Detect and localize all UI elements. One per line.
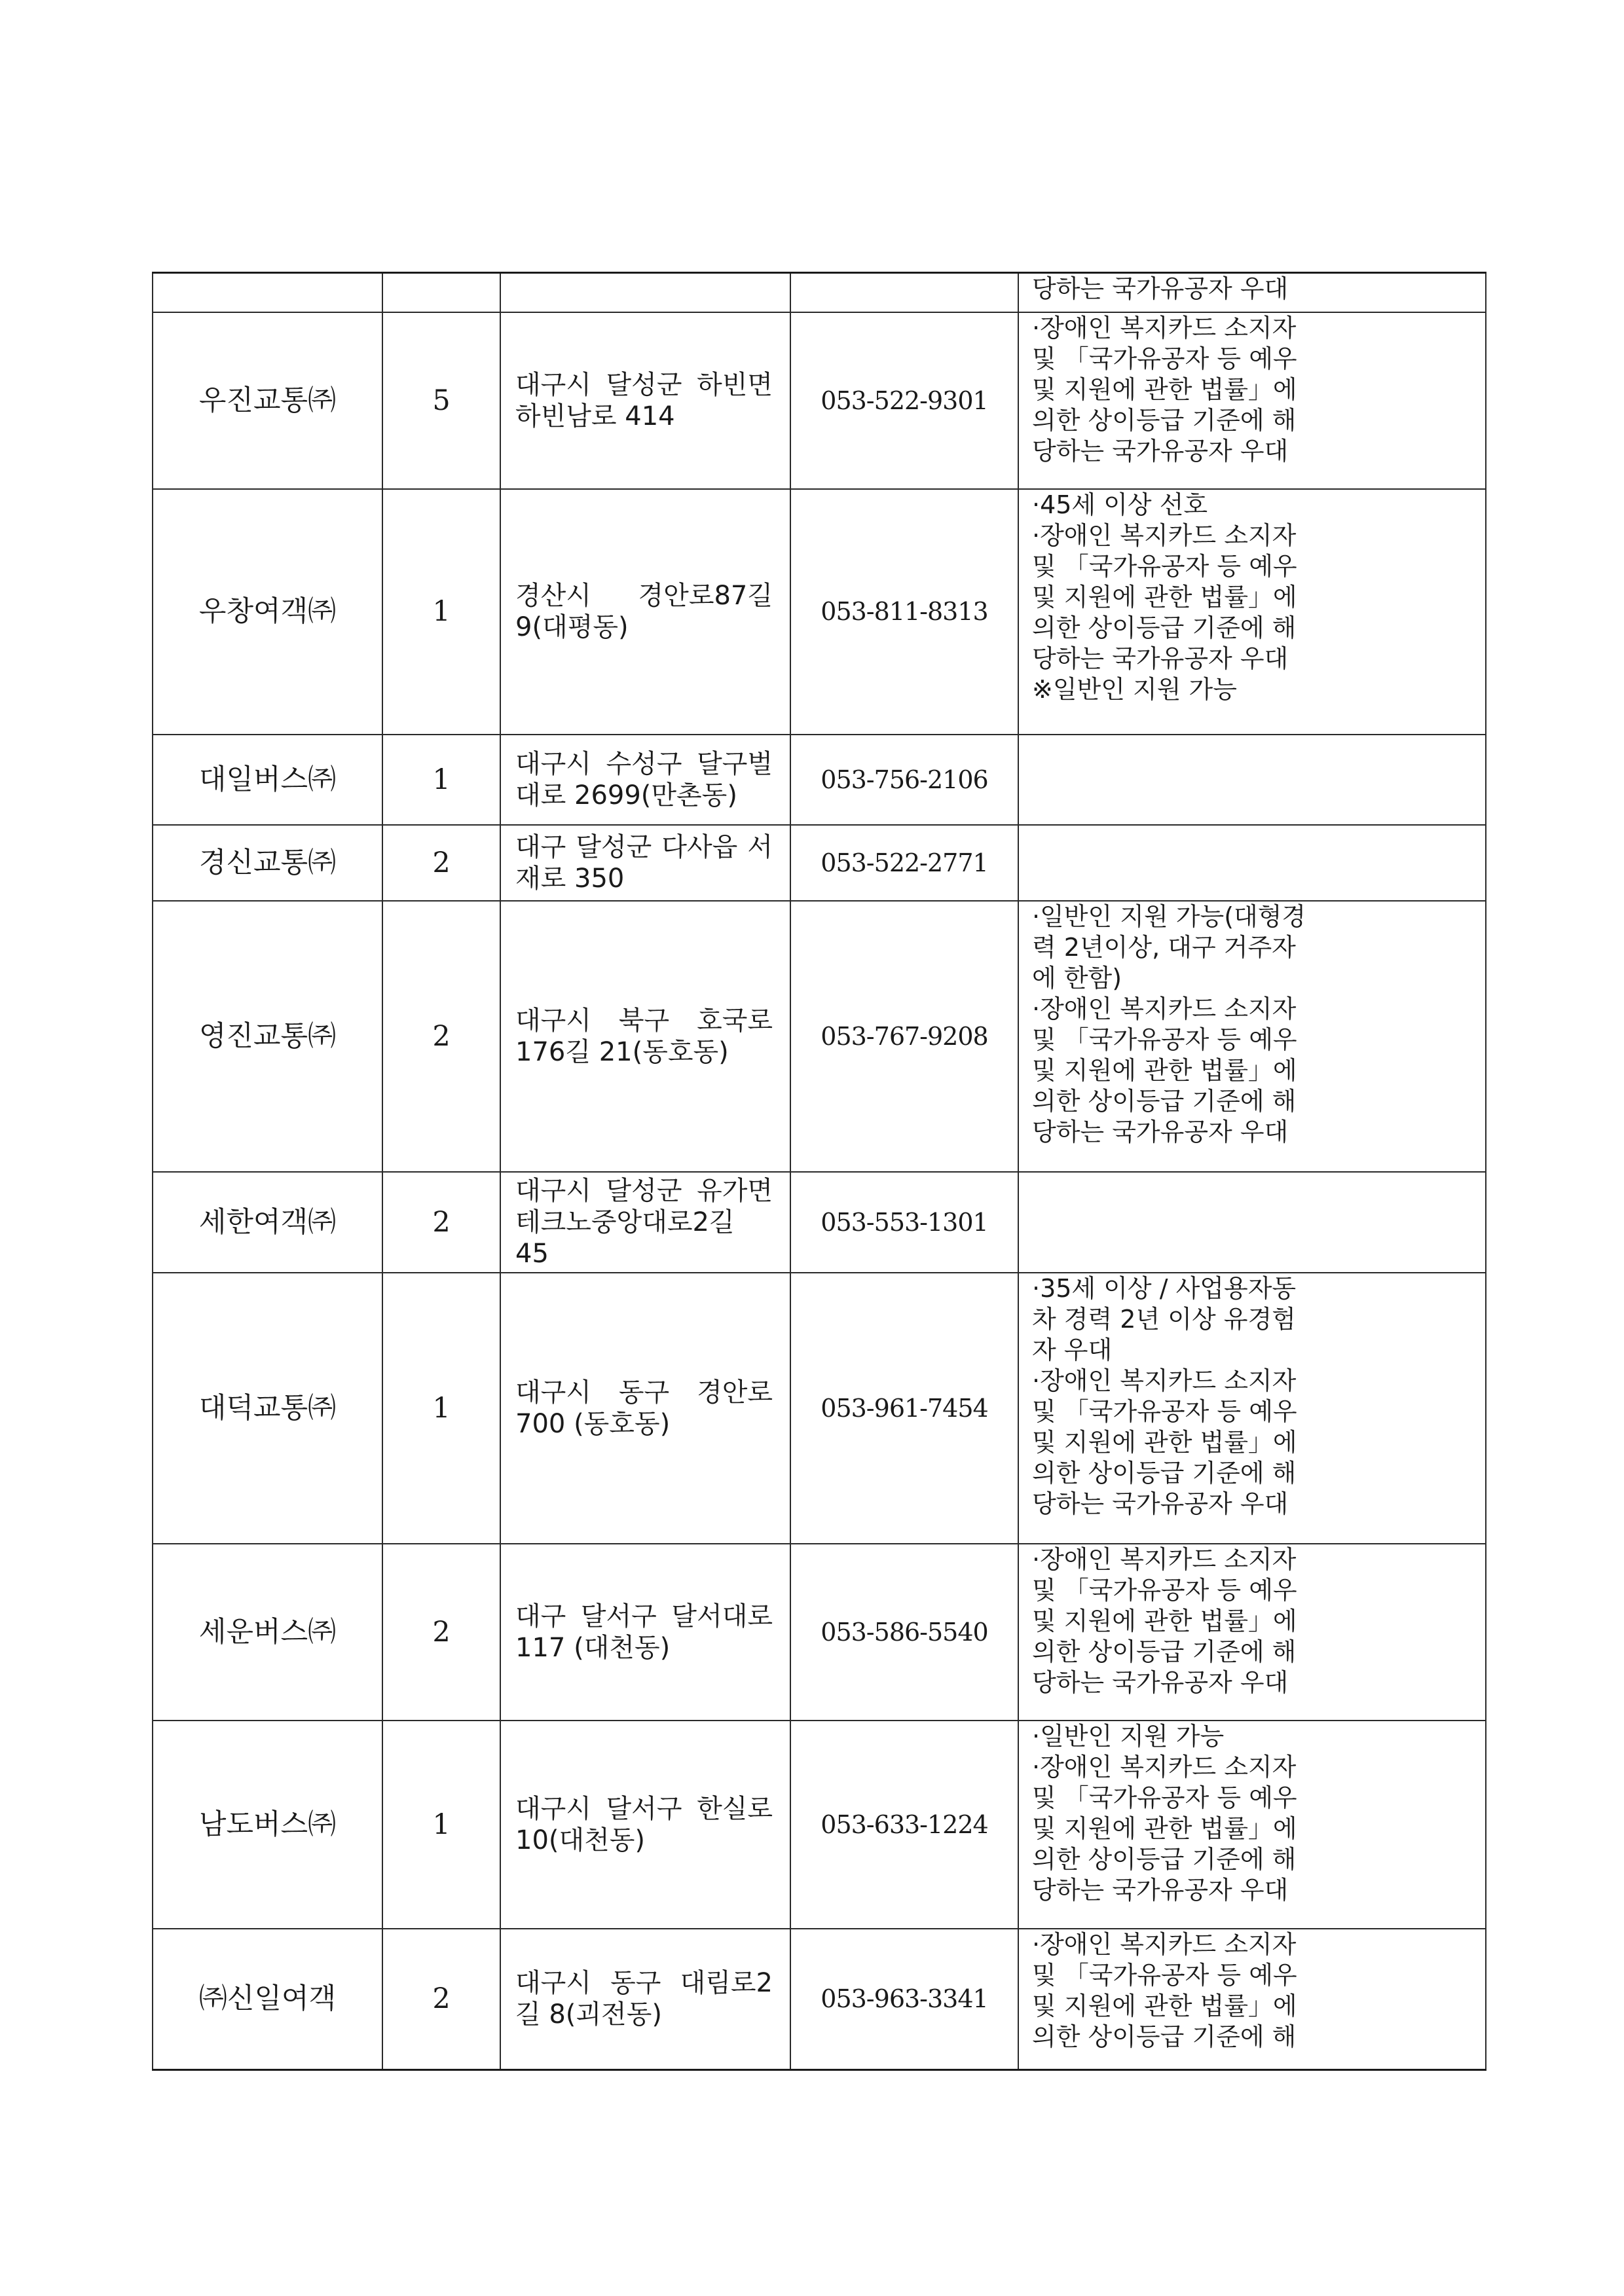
note-line: ·일반인 지원 가능 (1032, 1721, 1225, 1751)
notes-cell (1018, 901, 1486, 1172)
table-row (153, 1273, 1486, 1544)
note-line: ·장애인 복지카드 소지자 (1032, 1544, 1297, 1574)
table-row (153, 1172, 1486, 1273)
phone-cell-text: 053-522-2771 (821, 848, 988, 877)
notes-cell (1018, 489, 1486, 735)
table-row (153, 1721, 1486, 1929)
recruit-count-cell (382, 1721, 500, 1929)
note-line: 및 「국가유공자 등 예우 (1032, 344, 1297, 373)
address-cell (500, 1172, 790, 1273)
note-line: 의한 상이등급 기준에 해 (1032, 2022, 1297, 2051)
note-line: 및 「국가유공자 등 예우 (1032, 1575, 1297, 1605)
note-line: 자 우대 (1032, 1335, 1113, 1364)
note-line: ·45세 이상 선호 (1032, 490, 1208, 519)
phone-cell (790, 825, 1018, 901)
note-line: 당하는 국가유공자 우대 (1032, 1875, 1289, 1904)
notes-cell (1018, 1273, 1486, 1544)
address-cell (500, 735, 790, 825)
company-name-cell-text: ㈜신일여객 (198, 1982, 337, 2016)
table-row (153, 489, 1486, 735)
note-line: 에 한함) (1032, 963, 1122, 993)
notes-cell (1018, 1721, 1486, 1929)
address-cell-text: 대구시 달서구 한실로 10(대천동) (515, 1793, 773, 1855)
note-line: ·일반인 지원 가능(대형경 (1032, 902, 1306, 931)
recruit-count-cell (382, 1172, 500, 1273)
recruit-count-cell-text: 1 (432, 763, 451, 796)
recruit-count-cell (382, 901, 500, 1172)
note-line: 당하는 국가유공자 우대 (1032, 274, 1289, 303)
notes-cell (1018, 825, 1486, 901)
address-cell (500, 901, 790, 1172)
table-row (153, 901, 1486, 1172)
address-cell-text: 대구시 달성군 하빈면 하빈남로 414 (515, 369, 773, 431)
note-line: 의한 상이등급 기준에 해 (1032, 1844, 1297, 1874)
table-row (153, 825, 1486, 901)
recruit-count-cell (382, 1929, 500, 2070)
address-cell-text: 대구시 동구 경안로 700 (동호동) (515, 1377, 773, 1439)
phone-cell-text: 053-963-3341 (821, 1984, 988, 2014)
note-line: 의한 상이등급 기준에 해 (1032, 613, 1297, 642)
company-name-cell-text: 대덕교통㈜ (198, 1391, 337, 1425)
note-line: 및 「국가유공자 등 예우 (1032, 1396, 1297, 1426)
address-cell (500, 1273, 790, 1544)
recruit-count-cell (382, 273, 500, 312)
company-name-cell (153, 1721, 382, 1929)
company-name-cell (153, 489, 382, 735)
note-line: 및 지원에 관한 법률」에 (1032, 374, 1297, 404)
company-name-cell-text: 우창여객㈜ (198, 595, 337, 628)
table-row (153, 273, 1486, 312)
address-cell-text: 대구 달서구 달서대로 117 (대천동) (515, 1601, 773, 1663)
note-line: 및 지원에 관한 법률」에 (1032, 1991, 1297, 2020)
address-cell (500, 1929, 790, 2070)
notes-cell (1018, 735, 1486, 825)
company-name-cell (153, 825, 382, 901)
address-cell-text: 경산시 경안로87길 9(대평동) (515, 581, 773, 642)
note-line: 당하는 국가유공자 우대 (1032, 644, 1289, 673)
note-line: 당하는 국가유공자 우대 (1032, 1667, 1289, 1697)
company-name-cell (153, 273, 382, 312)
note-line: 및 「국가유공자 등 예우 (1032, 1783, 1297, 1812)
note-line: ·장애인 복지카드 소지자 (1032, 1366, 1297, 1395)
company-name-cell-text: 대일버스㈜ (198, 763, 337, 796)
company-name-cell (153, 1544, 382, 1721)
recruit-count-cell (382, 489, 500, 735)
company-name-cell (153, 735, 382, 825)
note-line: 및 「국가유공자 등 예우 (1032, 1025, 1297, 1054)
notes-cell (1018, 1929, 1486, 2070)
recruit-count-cell (382, 1273, 500, 1544)
address-cell-text: 대구시 북구 호국로 176길 21(동호동) (515, 1005, 773, 1067)
recruit-count-cell-text: 5 (432, 384, 451, 417)
note-line: 및 「국가유공자 등 예우 (1032, 551, 1297, 581)
phone-cell-text: 053-522-9301 (821, 386, 988, 415)
note-line: 의한 상이등급 기준에 해 (1032, 1458, 1297, 1487)
note-line: ·35세 이상 / 사업용자동 (1032, 1273, 1297, 1303)
address-cell (500, 1544, 790, 1721)
notes-cell (1018, 1172, 1486, 1273)
note-line: 및 지원에 관한 법률」에 (1032, 1055, 1297, 1085)
note-line: 의한 상이등급 기준에 해 (1032, 1086, 1297, 1116)
recruit-count-cell-text: 1 (432, 1391, 451, 1425)
recruit-count-cell-text: 2 (432, 1615, 451, 1649)
company-name-cell-text: 세운버스㈜ (198, 1615, 337, 1649)
phone-cell (790, 1172, 1018, 1273)
phone-cell (790, 1929, 1018, 2070)
note-line: 및 지원에 관한 법률」에 (1032, 1813, 1297, 1843)
address-cell-text: 대구시 수성구 달구벌대로 2699(만촌동) (515, 748, 773, 811)
note-line: 당하는 국가유공자 우대 (1032, 1489, 1289, 1518)
company-name-cell (153, 1172, 382, 1273)
note-line: 의한 상이등급 기준에 해 (1032, 1637, 1297, 1666)
table-row (153, 1929, 1486, 2070)
note-line: 차 경력 2년 이상 유경험 (1032, 1304, 1296, 1334)
notes-cell (1018, 312, 1486, 489)
note-line: 및 지원에 관한 법률」에 (1032, 582, 1297, 611)
phone-cell (790, 489, 1018, 735)
phone-cell (790, 901, 1018, 1172)
company-name-cell-text: 남도버스㈜ (198, 1808, 337, 1841)
recruit-count-cell-text: 2 (432, 1982, 451, 2016)
recruit-count-cell-text: 1 (432, 595, 451, 628)
phone-cell (790, 1544, 1018, 1721)
note-line: ·장애인 복지카드 소지자 (1032, 313, 1297, 342)
phone-cell-text: 053-756-2106 (821, 765, 988, 794)
phone-cell (790, 273, 1018, 312)
recruit-count-cell (382, 312, 500, 489)
note-line: 당하는 국가유공자 우대 (1032, 1117, 1289, 1146)
phone-cell-text: 053-767-9208 (821, 1021, 988, 1051)
note-line: 의한 상이등급 기준에 해 (1032, 405, 1297, 435)
recruit-count-cell-text: 2 (432, 1205, 451, 1239)
address-cell-text: 대구시 동구 대림로2길 8(괴전동) (515, 1968, 773, 2030)
recruit-count-cell (382, 1544, 500, 1721)
company-name-cell (153, 1273, 382, 1544)
address-cell (500, 312, 790, 489)
note-line: ·장애인 복지카드 소지자 (1032, 994, 1297, 1023)
company-table (152, 272, 1486, 2071)
phone-cell-text: 053-633-1224 (821, 1810, 988, 1839)
note-line: ·장애인 복지카드 소지자 (1032, 1929, 1297, 1959)
company-name-cell (153, 312, 382, 489)
address-cell (500, 1721, 790, 1929)
recruit-count-cell-text: 2 (432, 1019, 451, 1053)
note-line: ·장애인 복지카드 소지자 (1032, 1752, 1297, 1781)
phone-cell-text: 053-961-7454 (821, 1393, 988, 1423)
phone-cell-text: 053-811-8313 (821, 597, 988, 626)
note-line: 및 「국가유공자 등 예우 (1032, 1960, 1297, 1990)
company-name-cell-text: 우진교통㈜ (198, 384, 337, 417)
recruit-count-cell-text: 1 (432, 1808, 451, 1841)
phone-cell-text: 053-586-5540 (821, 1617, 988, 1647)
note-line: 및 지원에 관한 법률」에 (1032, 1427, 1297, 1457)
phone-cell (790, 735, 1018, 825)
recruit-count-cell (382, 735, 500, 825)
note-line: 및 지원에 관한 법률」에 (1032, 1606, 1297, 1635)
table-row (153, 735, 1486, 825)
company-name-cell-text: 영진교통㈜ (198, 1019, 337, 1053)
address-cell (500, 273, 790, 312)
company-name-cell (153, 901, 382, 1172)
address-cell (500, 825, 790, 901)
table-body (153, 273, 1486, 2070)
recruit-count-cell-text: 2 (432, 846, 451, 879)
company-name-cell-text: 세한여객㈜ (198, 1205, 337, 1239)
phone-cell (790, 1273, 1018, 1544)
phone-cell (790, 312, 1018, 489)
address-cell-text: 대구시 달성군 유가면 테크노중앙대로2길 45 (515, 1175, 773, 1269)
phone-cell (790, 1721, 1018, 1929)
phone-cell-text: 053-553-1301 (821, 1207, 988, 1237)
table-row (153, 312, 1486, 489)
company-name-cell (153, 1929, 382, 2070)
note-line: ·장애인 복지카드 소지자 (1032, 520, 1297, 550)
table-row (153, 1544, 1486, 1721)
address-cell (500, 489, 790, 735)
note-line: 당하는 국가유공자 우대 (1032, 436, 1289, 465)
notes-cell (1018, 273, 1486, 312)
notes-cell (1018, 1544, 1486, 1721)
note-line: ※일반인 지원 가능 (1032, 674, 1237, 704)
recruit-count-cell (382, 825, 500, 901)
company-name-cell-text: 경신교통㈜ (198, 846, 337, 879)
note-line: 력 2년이상, 대구 거주자 (1032, 932, 1296, 962)
address-cell-text: 대구 달성군 다사읍 서재로 350 (515, 831, 773, 894)
